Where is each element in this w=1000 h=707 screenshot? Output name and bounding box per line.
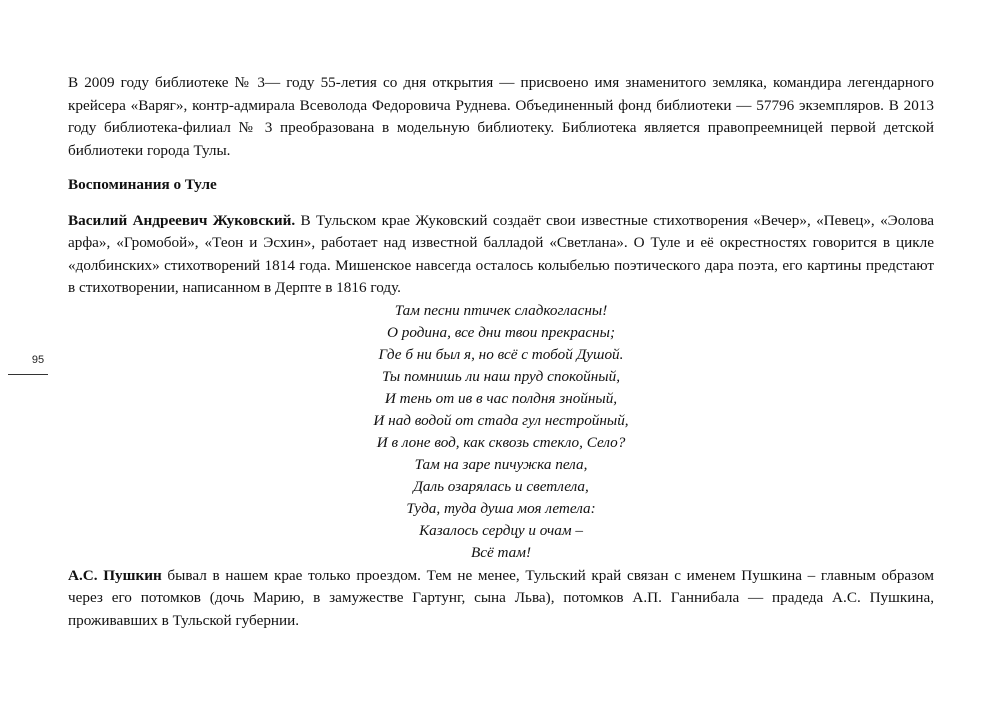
page-content	[68, 72, 934, 632]
poem-line: Там песни птичек сладкогласны!	[394, 301, 608, 319]
paragraph-lead-pushkin: А.С. Пушкин	[68, 566, 162, 584]
page-number-rule	[8, 374, 48, 375]
paragraph-pushkin	[68, 565, 934, 633]
poem-line: Где б ни был я, но всё с тобой Душой.	[378, 345, 624, 363]
section-heading: Воспоминания о Туле	[68, 176, 217, 193]
paragraph-library-history: В 2009 году библиотеке № 3— году 55-летия со дня открытия — присвоено имя знаменитого земляка, командира легендарного крейсера «Варяг», контр-адмирала Всеволода Федоровича Руднева. Объединенный фонд библиотеки — 57796 экземпляров. В 2013 году библиотека-филиал № 3 преобразована в модельную библиотеку. Библиотека является правопреемницей первой детской библиотеки города Тулы.	[68, 74, 934, 159]
poem-line: Даль озарялась и светлела,	[413, 477, 589, 495]
poem-line: И в лоне вод, как сквозь стекло, Село?	[376, 433, 626, 451]
poem-line: Всё там!	[470, 543, 532, 561]
poem-line: Там на заре пичужка пела,	[414, 455, 588, 473]
poem-line: Туда, туда душа моя летела:	[406, 499, 596, 517]
paragraph-lead-zhukovsky: Василий Андреевич Жуковский.	[68, 211, 296, 229]
poem-line: Ты помнишь ли наш пруд спокойный,	[381, 367, 620, 385]
poem-line: Казалось сердцу и очам –	[419, 521, 583, 539]
page-number: 95	[31, 354, 45, 366]
poem-line: И над водой от стада гул нестройный,	[373, 411, 629, 429]
poem-line: О родина, все дни твои прекрасны;	[386, 323, 615, 341]
poem-line: И тень от ив в час полдня знойный,	[384, 389, 618, 407]
paragraph-zhukovsky	[68, 210, 934, 300]
paragraph-text-zhukovsky: В Тульском крае Жуковский создаёт свои известные стихотворения «Вечер», «Певец», «Эолова арфа», «Громобой», «Теон и Эсхин», работает над известной балладой «Светлана». О Туле и её окрестностях говорится в цикле «долбинских» стихотворений 1814 года. Мишенское навсегда осталось колыбелью поэтического дара поэта, его картины предстают в стихотворении, написанном в Дерпте в 1816 году.	[68, 211, 934, 296]
paragraph-text-pushkin: бывал в нашем крае только проездом. Тем не менее, Тульский край связан с именем Пушкина – главным образом через его потомков (дочь Марию, в замужестве Гартунг, сына Льва), потомков А.П. Ганнибала — прадеда А.С. Пушкина, проживавших в Тульской губернии.	[68, 566, 935, 629]
poem	[68, 300, 934, 564]
